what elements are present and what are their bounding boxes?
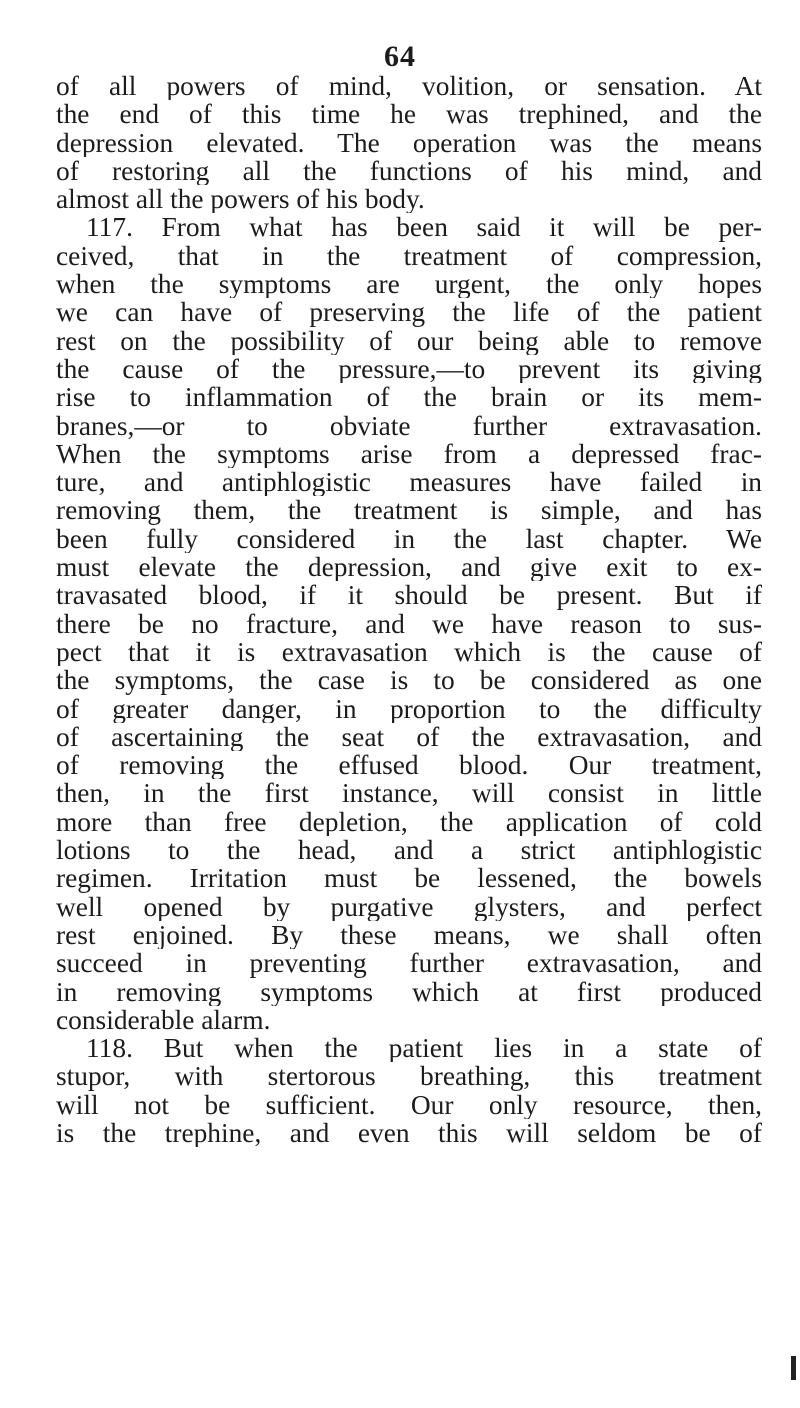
text-line: of restoring all the functions of his mind, and xyxy=(56,156,762,186)
text-line: will not be sufficient. Our only resource, then, xyxy=(56,1090,762,1119)
paragraph-118-start: 118. But when the patient lies in a state of xyxy=(86,1034,762,1063)
text-line: of all powers of mind, volition, or sensation. At xyxy=(56,72,762,101)
text-line: there be no fracture, and we have reason to sus- xyxy=(56,609,762,638)
text-line: is the trephine, and even this will seldom be of xyxy=(56,1118,762,1148)
text-line: rest enjoined. By these means, we shall often xyxy=(56,920,762,950)
text-line: rest on the possibility of our being able to remove xyxy=(56,326,762,355)
text-line: stupor, with stertorous breathing, this treatment xyxy=(56,1062,762,1091)
text-line: branes,—or to obviate further extravasation. xyxy=(56,411,762,440)
text-line: almost all the powers of his body. xyxy=(56,185,425,214)
text-line: ceived, that in the treatment of compression, xyxy=(56,241,762,271)
page-edge-shadow xyxy=(791,1356,796,1380)
text-line: regimen. Irritation must be lessened, the bowels xyxy=(56,864,762,893)
text-line: of removing the effused blood. Our treatment, xyxy=(56,751,762,780)
text-line: ture, and antiphlogistic measures have failed in xyxy=(56,468,762,497)
text-line: we can have of preserving the life of the patient xyxy=(56,298,762,327)
text-line: been fully considered in the last chapter. We xyxy=(56,524,762,554)
text-line: well opened by purgative glysters, and perfect xyxy=(56,892,762,921)
text-line: pect that it is extravasation which is the cause of xyxy=(56,637,762,667)
text-line: in removing symptoms which at first produced xyxy=(56,977,762,1006)
text-line: more than free depletion, the application of cold xyxy=(56,807,762,837)
text-line: travasated blood, if it should be present. But if xyxy=(56,581,762,610)
text-line: rise to inflammation of the brain or its mem- xyxy=(56,383,762,412)
text-line: lotions to the head, and a strict antiphlogistic xyxy=(56,836,762,865)
paragraph-117-start: 117. From what has been said it will be per- xyxy=(86,213,762,242)
body-text xyxy=(56,72,762,1147)
text-line: of ascertaining the seat of the extravasation, and xyxy=(56,722,762,752)
text-line: the symptoms, the case is to be considered as one xyxy=(56,666,762,695)
text-line: must elevate the depression, and give exit to ex- xyxy=(56,553,762,582)
text-line: the end of this time he was trephined, and the xyxy=(56,100,762,129)
text-line: removing them, the treatment is simple, and has xyxy=(56,496,762,525)
text-line: considerable alarm. xyxy=(56,1005,271,1035)
text-line: of greater danger, in proportion to the difficulty xyxy=(56,694,762,723)
text-line: succeed in preventing further extravasation, and xyxy=(56,949,762,978)
text-line: then, in the first instance, will consist in little xyxy=(56,779,762,808)
text-line: When the symptoms arise from a depressed frac- xyxy=(56,439,762,469)
text-line: the cause of the pressure,—to prevent its giving xyxy=(56,354,762,384)
text-line: when the symptoms are urgent, the only hopes xyxy=(56,270,762,299)
page-number: 64 xyxy=(384,40,416,73)
text-line: depression elevated. The operation was the means xyxy=(56,128,762,157)
